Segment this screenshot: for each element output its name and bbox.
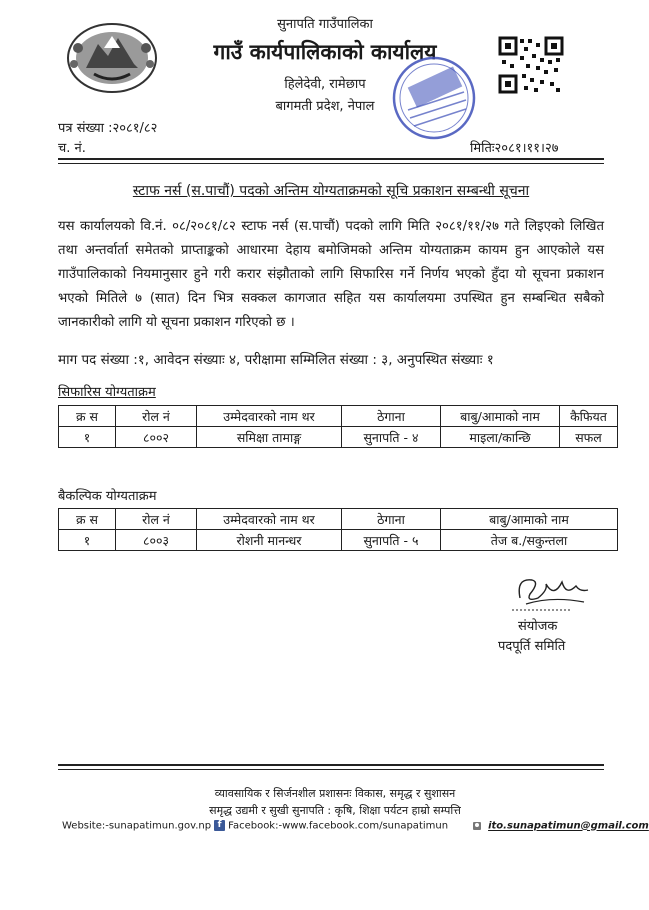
facebook-link[interactable]: Facebook:-www.facebook.com/sunapatimun [228, 820, 449, 832]
cell-address: सुनापति - ५ [342, 530, 441, 551]
cell-roll: ८००३ [116, 530, 197, 551]
office-title: गाउँ कार्यपालिकाको कार्यालय [213, 40, 437, 64]
cell-remarks: सफल [560, 427, 618, 448]
mail-icon [472, 820, 482, 831]
recommended-label: सिफारिस योग्यताक्रम [58, 385, 156, 400]
footer-contacts [62, 820, 649, 832]
dispatch-number: च. नं. [58, 141, 86, 156]
candidate-counts: माग पद संख्या :१, आवेदन संख्याः ४, परीक्षामा सम्मिलित संख्या : ३, अनुपस्थित संख्याः १ [58, 352, 494, 368]
signatory-committee: पदपूर्ति समिति [498, 639, 566, 654]
table-header-row [59, 509, 618, 530]
address-line-1: हिलेदेवी, रामेछाप [284, 77, 366, 92]
signature-mark [506, 568, 594, 618]
col-name: उम्मेदवारको नाम थर [197, 406, 342, 427]
header-divider-thin [58, 163, 604, 164]
cell-sn: १ [59, 427, 116, 448]
address-line-2: बागमती प्रदेश, नेपाल [275, 99, 375, 114]
nepal-emblem-icon [64, 18, 160, 96]
col-sn: क्र स [59, 406, 116, 427]
cell-parents: तेज ब./सकुन्तला [441, 530, 618, 551]
table-row [59, 427, 618, 448]
cell-roll: ८००२ [116, 427, 197, 448]
col-roll: रोल नं [116, 509, 197, 530]
col-remarks: कैफियत [560, 406, 618, 427]
col-parents: बाबु/आमाको नाम [441, 509, 618, 530]
qr-code-icon [498, 36, 564, 94]
col-address: ठेगाना [342, 509, 441, 530]
municipality-name: सुनापति गाउँपालिका [277, 17, 373, 32]
cell-parents: माइला/कान्छि [441, 427, 560, 448]
table-header-row [59, 406, 618, 427]
email-link[interactable]: ito.sunapatimun@gmail.com [488, 820, 649, 832]
cell-sn: १ [59, 530, 116, 551]
footer-slogan-1: व्यावसायिक र सिर्जनशील प्रशासनः विकास, समृद्ध र सुशासन [214, 787, 456, 800]
cell-address: सुनापति - ४ [342, 427, 441, 448]
signatory-role: संयोजक [518, 619, 558, 634]
notice-subject: स्टाफ नर्स (स.पाचौं) पदको अन्तिम योग्यताक्रमको सूचि प्रकाशन सम्बन्धी सूचना [132, 183, 530, 199]
footer-divider [58, 764, 604, 766]
ref-number: पत्र संख्या :२०८१/८२ [58, 121, 158, 136]
col-sn: क्र स [59, 509, 116, 530]
table-row [59, 530, 618, 551]
col-roll: रोल नं [116, 406, 197, 427]
letter-date: मितिः२०८१।११।२७ [470, 141, 559, 156]
cell-name: समिक्षा तामाङ्ग [197, 427, 342, 448]
facebook-icon: f [214, 820, 225, 831]
col-address: ठेगाना [342, 406, 441, 427]
col-name: उम्मेदवारको नाम थर [197, 509, 342, 530]
alternate-label: बैकल्पिक योग्यताक्रम [58, 489, 157, 504]
header-divider [58, 158, 604, 160]
recommended-table [58, 405, 618, 448]
footer-slogan-2: समृद्ध उद्यमी र सुखी सुनापति : कृषि, शिक्षा पर्यटन हाम्रो सम्पत्ति [209, 804, 461, 817]
cell-name: रोशनी मानन्धर [197, 530, 342, 551]
col-parents: बाबु/आमाको नाम [441, 406, 560, 427]
footer-divider-thin [58, 769, 604, 770]
office-stamp [380, 48, 490, 148]
notice-body: यस कार्यालयको वि.नं. ०८/२०८१/८२ स्टाफ नर्स (स.पाचौं) पदको लागि मिति २०८१/११/२७ गते लिइएको लिखित तथा अन्तर्वार्ता समेतको प्राप्ताङ्कको आधारमा देहाय बमोजिमको अन्तिम योग्यताक्रम कायम हुन आएकोले यस गाउँपालिकाको नियमानुसार हुने गरी करार संझौताको लागि सिफारिस गर्ने निर्णय भएको हुँदा यो सूचना प्रकाशन भएको मितिले ७ (सात) दिन भित्र सक्कल कागजात सहित यस कार्यालयमा उपस्थित हुन सम्बन्धित सबैको जानकारीको लागि यो सूचना प्रकाशन गरिएको छ । [58, 219, 604, 330]
alternate-table [58, 508, 618, 551]
website-link[interactable]: Website:-sunapatimun.gov.np [62, 820, 212, 832]
